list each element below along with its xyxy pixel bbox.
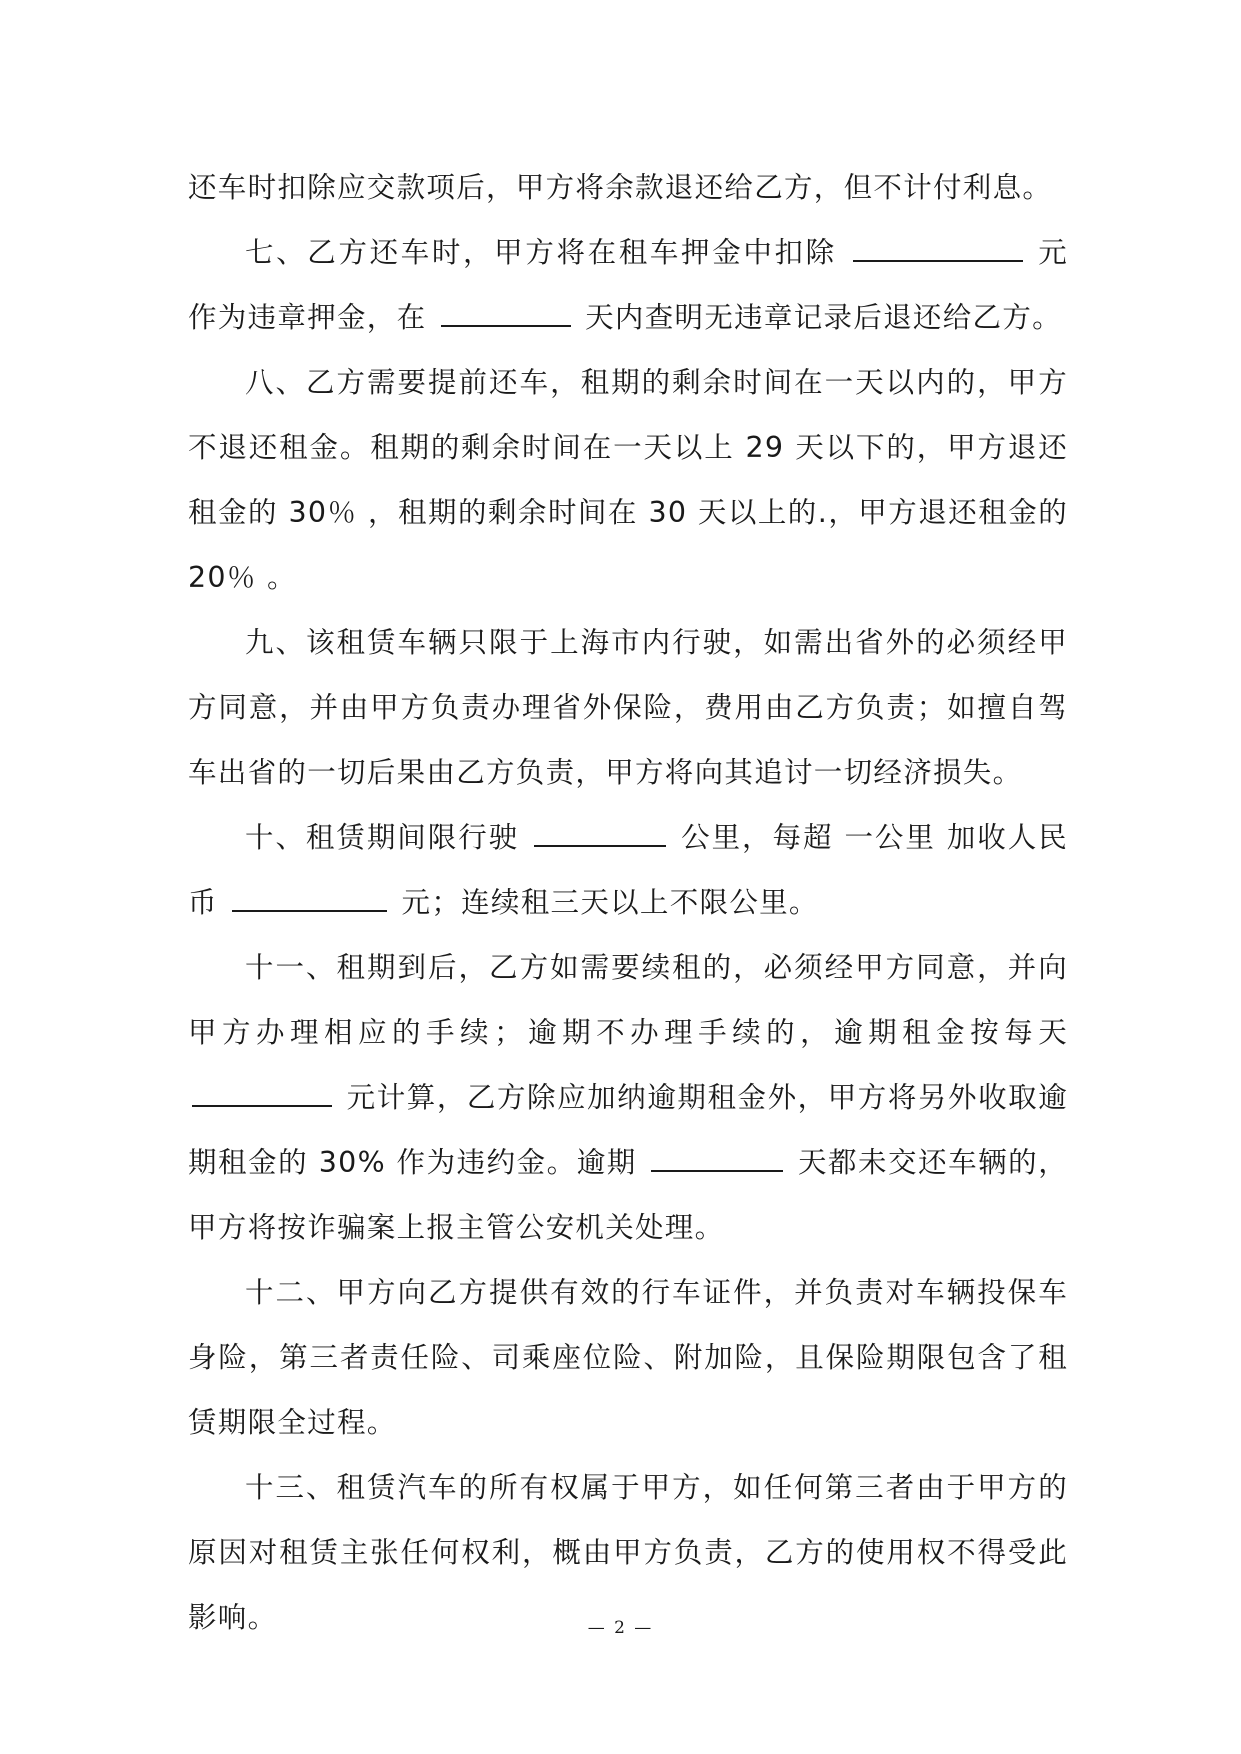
fill-in-blank xyxy=(232,880,387,912)
page-number: — 2 — xyxy=(587,1618,654,1638)
clause-text: 十二、甲方向乙方提供有效的行车证件，并负责对车辆投保车身险，第三者责任险、司乘座位险、附加险，且保险期限包含了租赁期限全过程。 xyxy=(188,1276,1068,1439)
fill-in-blank xyxy=(441,295,571,327)
paragraph-continuation xyxy=(188,155,1068,220)
clause-text: 元；连续租三天以上不限公里。 xyxy=(401,886,819,919)
fill-in-blank xyxy=(853,230,1023,262)
fill-in-blank xyxy=(534,815,666,847)
document-body xyxy=(188,155,1068,1650)
clause-text: 十、租赁期间限行驶 xyxy=(245,821,520,854)
fill-in-blank xyxy=(651,1140,783,1172)
clause-text: 天内查明无违章记录后退还给乙方。 xyxy=(585,301,1062,334)
clause-7 xyxy=(188,220,1068,350)
clause-12 xyxy=(188,1260,1068,1455)
clause-text: 九、该租赁车辆只限于上海市内行驶，如需出省外的必须经甲方同意，并由甲方负责办理省外保险，费用由乙方负责；如擅自驾车出省的一切后果由乙方负责，甲方将向其追讨一切经济损失。 xyxy=(188,626,1068,789)
clause-11 xyxy=(188,935,1068,1260)
paragraph-text: 还车时扣除应交款项后，甲方将余款退还给乙方，但不计付利息。 xyxy=(188,171,1053,204)
clause-8 xyxy=(188,350,1068,610)
clause-10 xyxy=(188,805,1068,935)
clause-text: 十三、租赁汽车的所有权属于甲方，如任何第三者由于甲方的原因对租赁主张任何权利，概由甲方负责，乙方的使用权不得受此影响。 xyxy=(188,1471,1068,1634)
clause-text: 公里，每超 一公里 加收人民币 xyxy=(188,821,1068,919)
clause-text: 七、乙方还车时，甲方将在租车押金中扣除 xyxy=(245,236,837,269)
clause-text: 元计算，乙方除应加纳逾期租金外，甲方将另外收取逾期租金的 30% 作为违约金。逾期 xyxy=(188,1081,1069,1179)
clause-text: 天都未交还车辆的，甲方将按诈骗案上报主管公安机关处理。 xyxy=(188,1146,1069,1244)
clause-9 xyxy=(188,610,1068,805)
clause-text: 元作为违章押金，在 xyxy=(188,236,1069,334)
clause-text: 十一、租期到后，乙方如需要续租的，必须经甲方同意，并向甲方办理相应的手续；逾期不办理手续的，逾期租金按每天 xyxy=(188,951,1068,1049)
clause-text: 八、乙方需要提前还车，租期的剩余时间在一天以内的，甲方不退还租金。租期的剩余时间在一天以上 29 天以下的，甲方退还租金的 30％ ，租期的剩余时间在 30 天以上的.，甲方退还租金的 20％ 。 xyxy=(188,366,1068,594)
fill-in-blank xyxy=(192,1075,332,1107)
